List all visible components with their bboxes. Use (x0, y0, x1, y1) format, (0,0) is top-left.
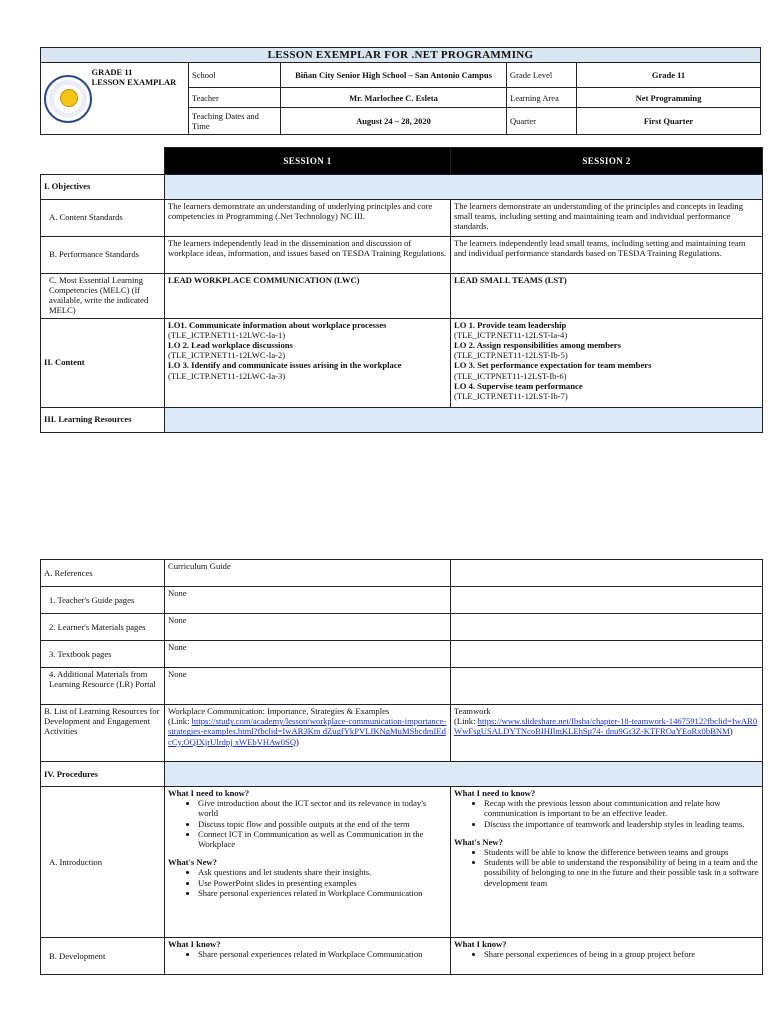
quarter-value: First Quarter (577, 108, 761, 135)
resource-2-link[interactable]: https://www.slideshare.net/Ibsba/chapter-18-teamwork-14675912?fbclid=IwAR0WwFsgUSALDYTNcoBIHIlmKLEhSp74- dnu9Gt3Z-KTFROaYEoRx0bBNM (454, 716, 758, 737)
lst-lo-2-code: (TLE_ICTP.NET11-12LST-Ib-5) (454, 350, 568, 361)
lo-2-title: LO 2. Lead workplace discussions (168, 339, 293, 350)
dev-s1-heading: What I know? (168, 939, 221, 949)
lesson-header-table (40, 47, 761, 135)
document-title: LESSON EXEMPLAR FOR .NET PROGRAMMING (41, 48, 761, 63)
references-label: A. References (41, 560, 165, 587)
list-item: • Students will be able to know the difference between teams and groups (484, 847, 759, 857)
learning-area-value: Net Programming (577, 88, 761, 108)
teacher-value: Mr. Marlochee C. Esleta (281, 88, 507, 108)
content-label: II. Content (41, 318, 165, 407)
intro-s2-list-2 (454, 847, 759, 888)
list-item: • Share personal experiences related in Workplace Communication (198, 888, 447, 898)
procedures-label: IV. Procedures (41, 762, 165, 787)
lst-lo-4-code: (TLE_ICTP.NET11-12LST-Ib-7) (454, 390, 568, 401)
resource-1-link-suffix: ) (296, 736, 299, 747)
lo-1-code: (TLE_ICTP.NET11-12LWC-Ia-1) (168, 329, 286, 340)
additional-materials-s2 (451, 668, 763, 705)
learning-resources-band (165, 407, 763, 432)
session-2-header: SESSION 2 (451, 148, 763, 175)
grade-exemplar-label (89, 63, 189, 135)
introduction-label: A. Introduction (41, 787, 165, 938)
textbook-s2 (451, 641, 763, 668)
lesson-plan-table-page-1 (40, 147, 763, 433)
school-label: School (189, 63, 281, 88)
dev-s1-list (168, 949, 447, 959)
lo-3-title: LO 3. Identify and communicate issues arising in the workplace (168, 360, 402, 371)
additional-materials-label: 4. Additional Materials from Learning Resource (LR) Portal (41, 668, 165, 705)
intro-s1-heading-1: What I need to know? (168, 788, 250, 798)
performance-standards-s2: The learners independently lead small teams, including setting and maintaining team and individual performance standards based on TESDA Training Regulations. (451, 236, 763, 273)
resource-2-title: Teamwork (454, 706, 491, 716)
introduction-s1 (165, 787, 451, 938)
resource-2-link-prefix: (Link: (454, 716, 478, 727)
development-s2 (451, 938, 763, 975)
list-item: • Use PowerPoint slides in presenting examples (198, 878, 447, 888)
deped-seal-icon (44, 75, 92, 123)
list-item: • Discuss the importance of teamwork and leadership styles in leading teams. (484, 819, 759, 829)
list-item: • Students will be able to understand the responsibility of being in a team and the possibility of belonging to one in the future and their possible task in a software development team (484, 857, 759, 888)
references-s2 (451, 560, 763, 587)
session-1-header: SESSION 1 (165, 148, 451, 175)
resource-2-link-line (454, 716, 759, 736)
intro-s1-heading-2: What's New? (168, 857, 217, 868)
lst-lo-3-code: (TLE_ICTPNET11-12LST-Ib-6) (454, 370, 567, 381)
objectives-band (165, 174, 763, 199)
procedures-band (165, 762, 763, 787)
exemplar-line: LESSON EXAMPLAR (91, 77, 177, 87)
intro-s2-heading-2: What's New? (454, 836, 503, 847)
resource-1-title: Workplace Communication: Importance, Strategies & Examples (168, 706, 390, 716)
lo-2-code: (TLE_ICTP.NET11-12LWC-Ia-2) (168, 350, 286, 361)
learners-materials-s2 (451, 614, 763, 641)
resource-1-link-line (168, 716, 447, 747)
additional-materials-s1: None (165, 668, 451, 705)
lo-1-title: LO1. Communicate information about workplace processes (168, 319, 387, 330)
content-s1 (165, 318, 451, 407)
list-item: • Share personal experiences related in Workplace Communication (198, 949, 447, 959)
lst-lo-1-code: (TLE_ICTP.NET11-12LST-Ia-4) (454, 329, 568, 340)
list-resources-s1 (165, 705, 451, 762)
textbook-label: 3. Textbook pages (41, 641, 165, 668)
lst-lo-1-title: LO 1. Provide team leadership (454, 319, 567, 330)
list-resources-label: B. List of Learning Resources for Development and Engagement Activities (41, 705, 165, 762)
intro-s2-list-1 (454, 798, 759, 829)
lst-lo-2-title: LO 2. Assign responsibilities among members (454, 339, 621, 350)
list-item: • Discuss topic flow and possible outputs at the end of the term (198, 819, 447, 829)
lst-lo-4-title: LO 4. Supervise team performance (454, 380, 583, 391)
lst-lo-3-title: LO 3. Set performance expectation for team members (454, 360, 652, 371)
dev-s2-list (454, 949, 759, 959)
lesson-plan-table-page-2 (40, 559, 763, 975)
resource-1-link-prefix: (Link: (168, 716, 192, 727)
grade-level-label: Grade Level (507, 63, 577, 88)
objectives-label: I. Objectives (41, 174, 165, 199)
dates-label: Teaching Dates and Time (189, 108, 281, 135)
performance-standards-label: B. Performance Standards (41, 236, 165, 273)
content-standards-s1: The learners demonstrate an understanding of underlying principles and core competencies in Programming (.Net Technology) NC III. (165, 199, 451, 236)
quarter-label: Quarter (507, 108, 577, 135)
melc-label: C. Most Essential Learning Competencies (MELC) (If available, write the indicated MELC) (41, 273, 165, 318)
content-standards-label: A. Content Standards (41, 199, 165, 236)
introduction-s2 (451, 787, 763, 938)
teachers-guide-s2 (451, 587, 763, 614)
deped-seal (41, 63, 89, 135)
list-item: • Give introduction about the ICT sector and its relevance in today's world (198, 798, 447, 818)
textbook-s1: None (165, 641, 451, 668)
development-s1 (165, 938, 451, 975)
content-s2 (451, 318, 763, 407)
school-value: Biñan City Senior High School – San Antonio Campus (281, 63, 507, 88)
list-item: • Share personal experiences of being in a group project before (484, 949, 759, 959)
teacher-label: Teacher (189, 88, 281, 108)
list-item: • Connect ICT in Communication as well as Communication in the Workplace (198, 829, 447, 849)
lo-3-code: (TLE_ICTP.NET11-12LWC-Ia-3) (168, 370, 286, 381)
list-resources-s2 (451, 705, 763, 762)
performance-standards-s1: The learners independently lead in the dissemination and discussion of workplace ideas, information, and issues based on TESDA Training Regulations. (165, 236, 451, 273)
learning-area-label: Learning Area (507, 88, 577, 108)
dev-s2-heading: What I know? (454, 939, 507, 949)
intro-s2-heading-1: What I need to know? (454, 788, 536, 798)
intro-s1-list-2 (168, 867, 447, 898)
references-s1: Curriculum Guide (165, 560, 451, 587)
learners-materials-s1: None (165, 614, 451, 641)
teachers-guide-s1: None (165, 587, 451, 614)
resource-1-link[interactable]: https://study.com/academy/lesson/workplace-communication-importance-strategies-examples.html?fbclid=IwAR3Km dZugfYkPVLfKNgMuMSbcdmIEdcCy.OQIXjrUlrdpj xWEbVHAw0SQ (168, 716, 447, 747)
learning-resources-label: III. Learning Resources (41, 407, 165, 432)
grade-level-value: Grade 11 (577, 63, 761, 88)
content-standards-s2: The learners demonstrate an understanding of the principles and concepts in leading small teams, including setting and maintaining team and individual performance standards. (451, 199, 763, 236)
resource-2-link-suffix: ) (729, 726, 733, 737)
development-label: B. Development (41, 938, 165, 975)
intro-s1-list-1 (168, 798, 447, 849)
teachers-guide-label: 1. Teacher's Guide pages (41, 587, 165, 614)
list-item: • Ask questions and let students share their insights. (198, 867, 447, 877)
dates-value: August 24 – 28, 2020 (281, 108, 507, 135)
learners-materials-label: 2. Learner's Materials pages (41, 614, 165, 641)
session-header-blank (41, 148, 165, 175)
grade-line: GRADE 11 (91, 67, 133, 77)
melc-s2: LEAD SMALL TEAMS (LST) (451, 273, 763, 318)
melc-s1: LEAD WORKPLACE COMMUNICATION (LWC) (165, 273, 451, 318)
list-item: • Recap with the previous lesson about communication and relate how communication is important to be an effective leader. (484, 798, 759, 818)
